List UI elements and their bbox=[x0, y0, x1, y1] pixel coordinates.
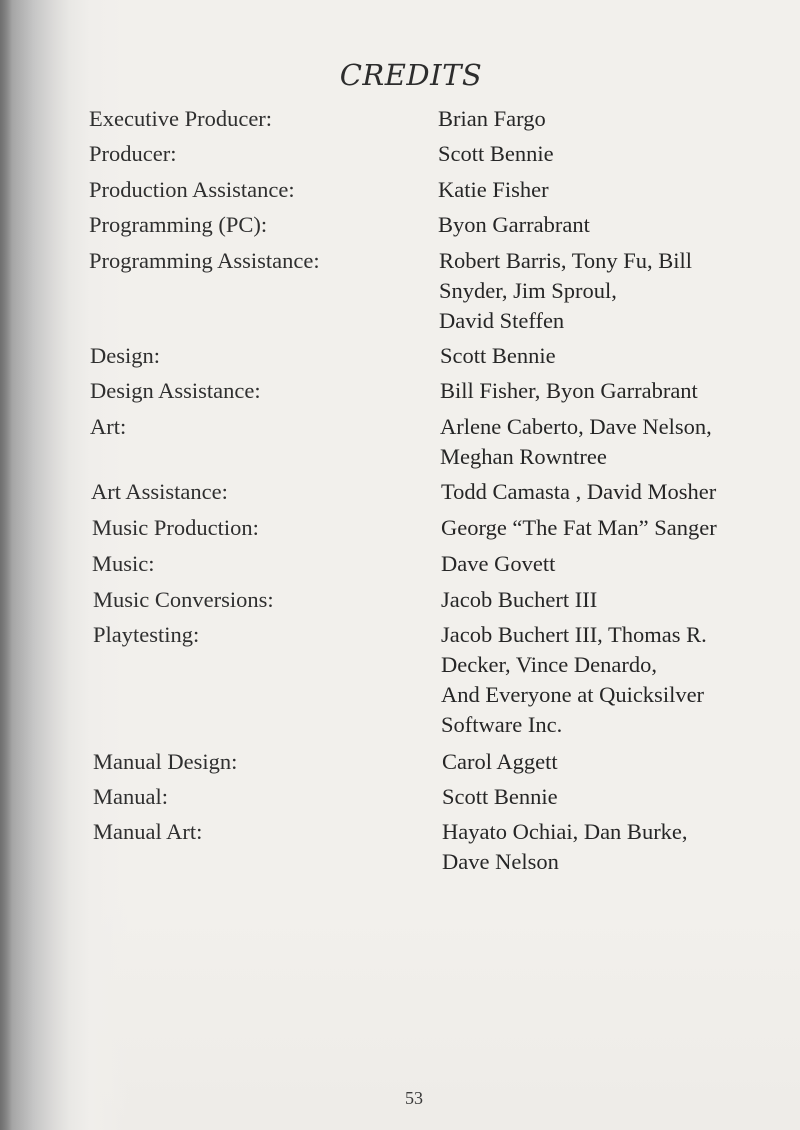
credit-name-line: Hayato Ochiai, Dan Burke, bbox=[442, 819, 688, 844]
credit-role: Playtesting: bbox=[93, 622, 200, 647]
credit-name-line: Dave Govett bbox=[441, 551, 556, 576]
credit-name-line: George “The Fat Man” Sanger bbox=[441, 515, 717, 540]
page-number: 53 bbox=[405, 1088, 423, 1108]
credit-name-line: Software Inc. bbox=[441, 712, 563, 737]
credit-role: Manual: bbox=[93, 784, 168, 809]
credit-role: Music Production: bbox=[92, 515, 259, 540]
credit-name-line: Meghan Rowntree bbox=[440, 444, 607, 469]
credit-names bbox=[438, 210, 590, 240]
credit-names bbox=[438, 175, 549, 205]
credit-names bbox=[441, 585, 597, 615]
credit-name-line: Brian Fargo bbox=[438, 106, 546, 131]
credit-names bbox=[442, 747, 558, 777]
credit-name-line: Jacob Buchert III, Thomas R. bbox=[441, 622, 707, 647]
credit-name-line: Snyder, Jim Sproul, bbox=[439, 278, 617, 303]
credit-role: Design: bbox=[90, 343, 160, 368]
credit-names bbox=[441, 477, 716, 507]
credit-name-line: And Everyone at Quicksilver bbox=[441, 682, 705, 707]
credit-names bbox=[440, 341, 556, 371]
credit-role: Programming Assistance: bbox=[89, 248, 320, 273]
page-title: CREDITS bbox=[339, 58, 483, 92]
credit-role: Manual Design: bbox=[93, 749, 238, 774]
credit-name-line: Katie Fisher bbox=[438, 177, 549, 202]
credit-name-line: Decker, Vince Denardo, bbox=[441, 652, 657, 677]
credit-name-line: Jacob Buchert III bbox=[441, 587, 598, 612]
credit-role: Producer: bbox=[89, 141, 177, 166]
credit-names bbox=[439, 246, 692, 336]
credit-name-line: Scott Bennie bbox=[442, 784, 558, 809]
credit-role: Art: bbox=[90, 414, 127, 439]
credit-names bbox=[441, 549, 555, 579]
credit-role: Manual Art: bbox=[93, 819, 203, 844]
credit-name-line: Carol Aggett bbox=[442, 749, 558, 774]
credit-names bbox=[440, 376, 698, 406]
credit-names bbox=[441, 620, 707, 740]
credit-name-line: Dave Nelson bbox=[442, 849, 559, 874]
credit-names bbox=[442, 782, 558, 812]
credit-role: Art Assistance: bbox=[91, 479, 228, 504]
credit-role: Production Assistance: bbox=[89, 177, 295, 202]
credit-role: Executive Producer: bbox=[89, 106, 273, 131]
credit-role: Music Conversions: bbox=[93, 587, 274, 612]
credit-names bbox=[442, 817, 688, 877]
credit-names bbox=[438, 139, 554, 169]
credit-name-line: Arlene Caberto, Dave Nelson, bbox=[440, 414, 712, 439]
credit-names bbox=[441, 513, 717, 543]
credit-name-line: Todd Camasta , David Mosher bbox=[441, 479, 717, 504]
credit-name-line: Bill Fisher, Byon Garrabrant bbox=[440, 378, 698, 403]
credit-name-line: Byon Garrabrant bbox=[438, 212, 590, 237]
credit-role: Programming (PC): bbox=[89, 212, 268, 237]
credit-names bbox=[440, 412, 712, 472]
credit-role: Design Assistance: bbox=[90, 378, 261, 403]
credit-name-line: Robert Barris, Tony Fu, Bill bbox=[439, 248, 693, 273]
credit-name-line: Scott Bennie bbox=[438, 141, 554, 166]
spine-shadow bbox=[0, 0, 12, 1130]
credit-name-line: Scott Bennie bbox=[440, 343, 556, 368]
credit-name-line: David Steffen bbox=[439, 308, 565, 333]
credit-role: Music: bbox=[92, 551, 155, 576]
credit-names bbox=[438, 104, 546, 134]
